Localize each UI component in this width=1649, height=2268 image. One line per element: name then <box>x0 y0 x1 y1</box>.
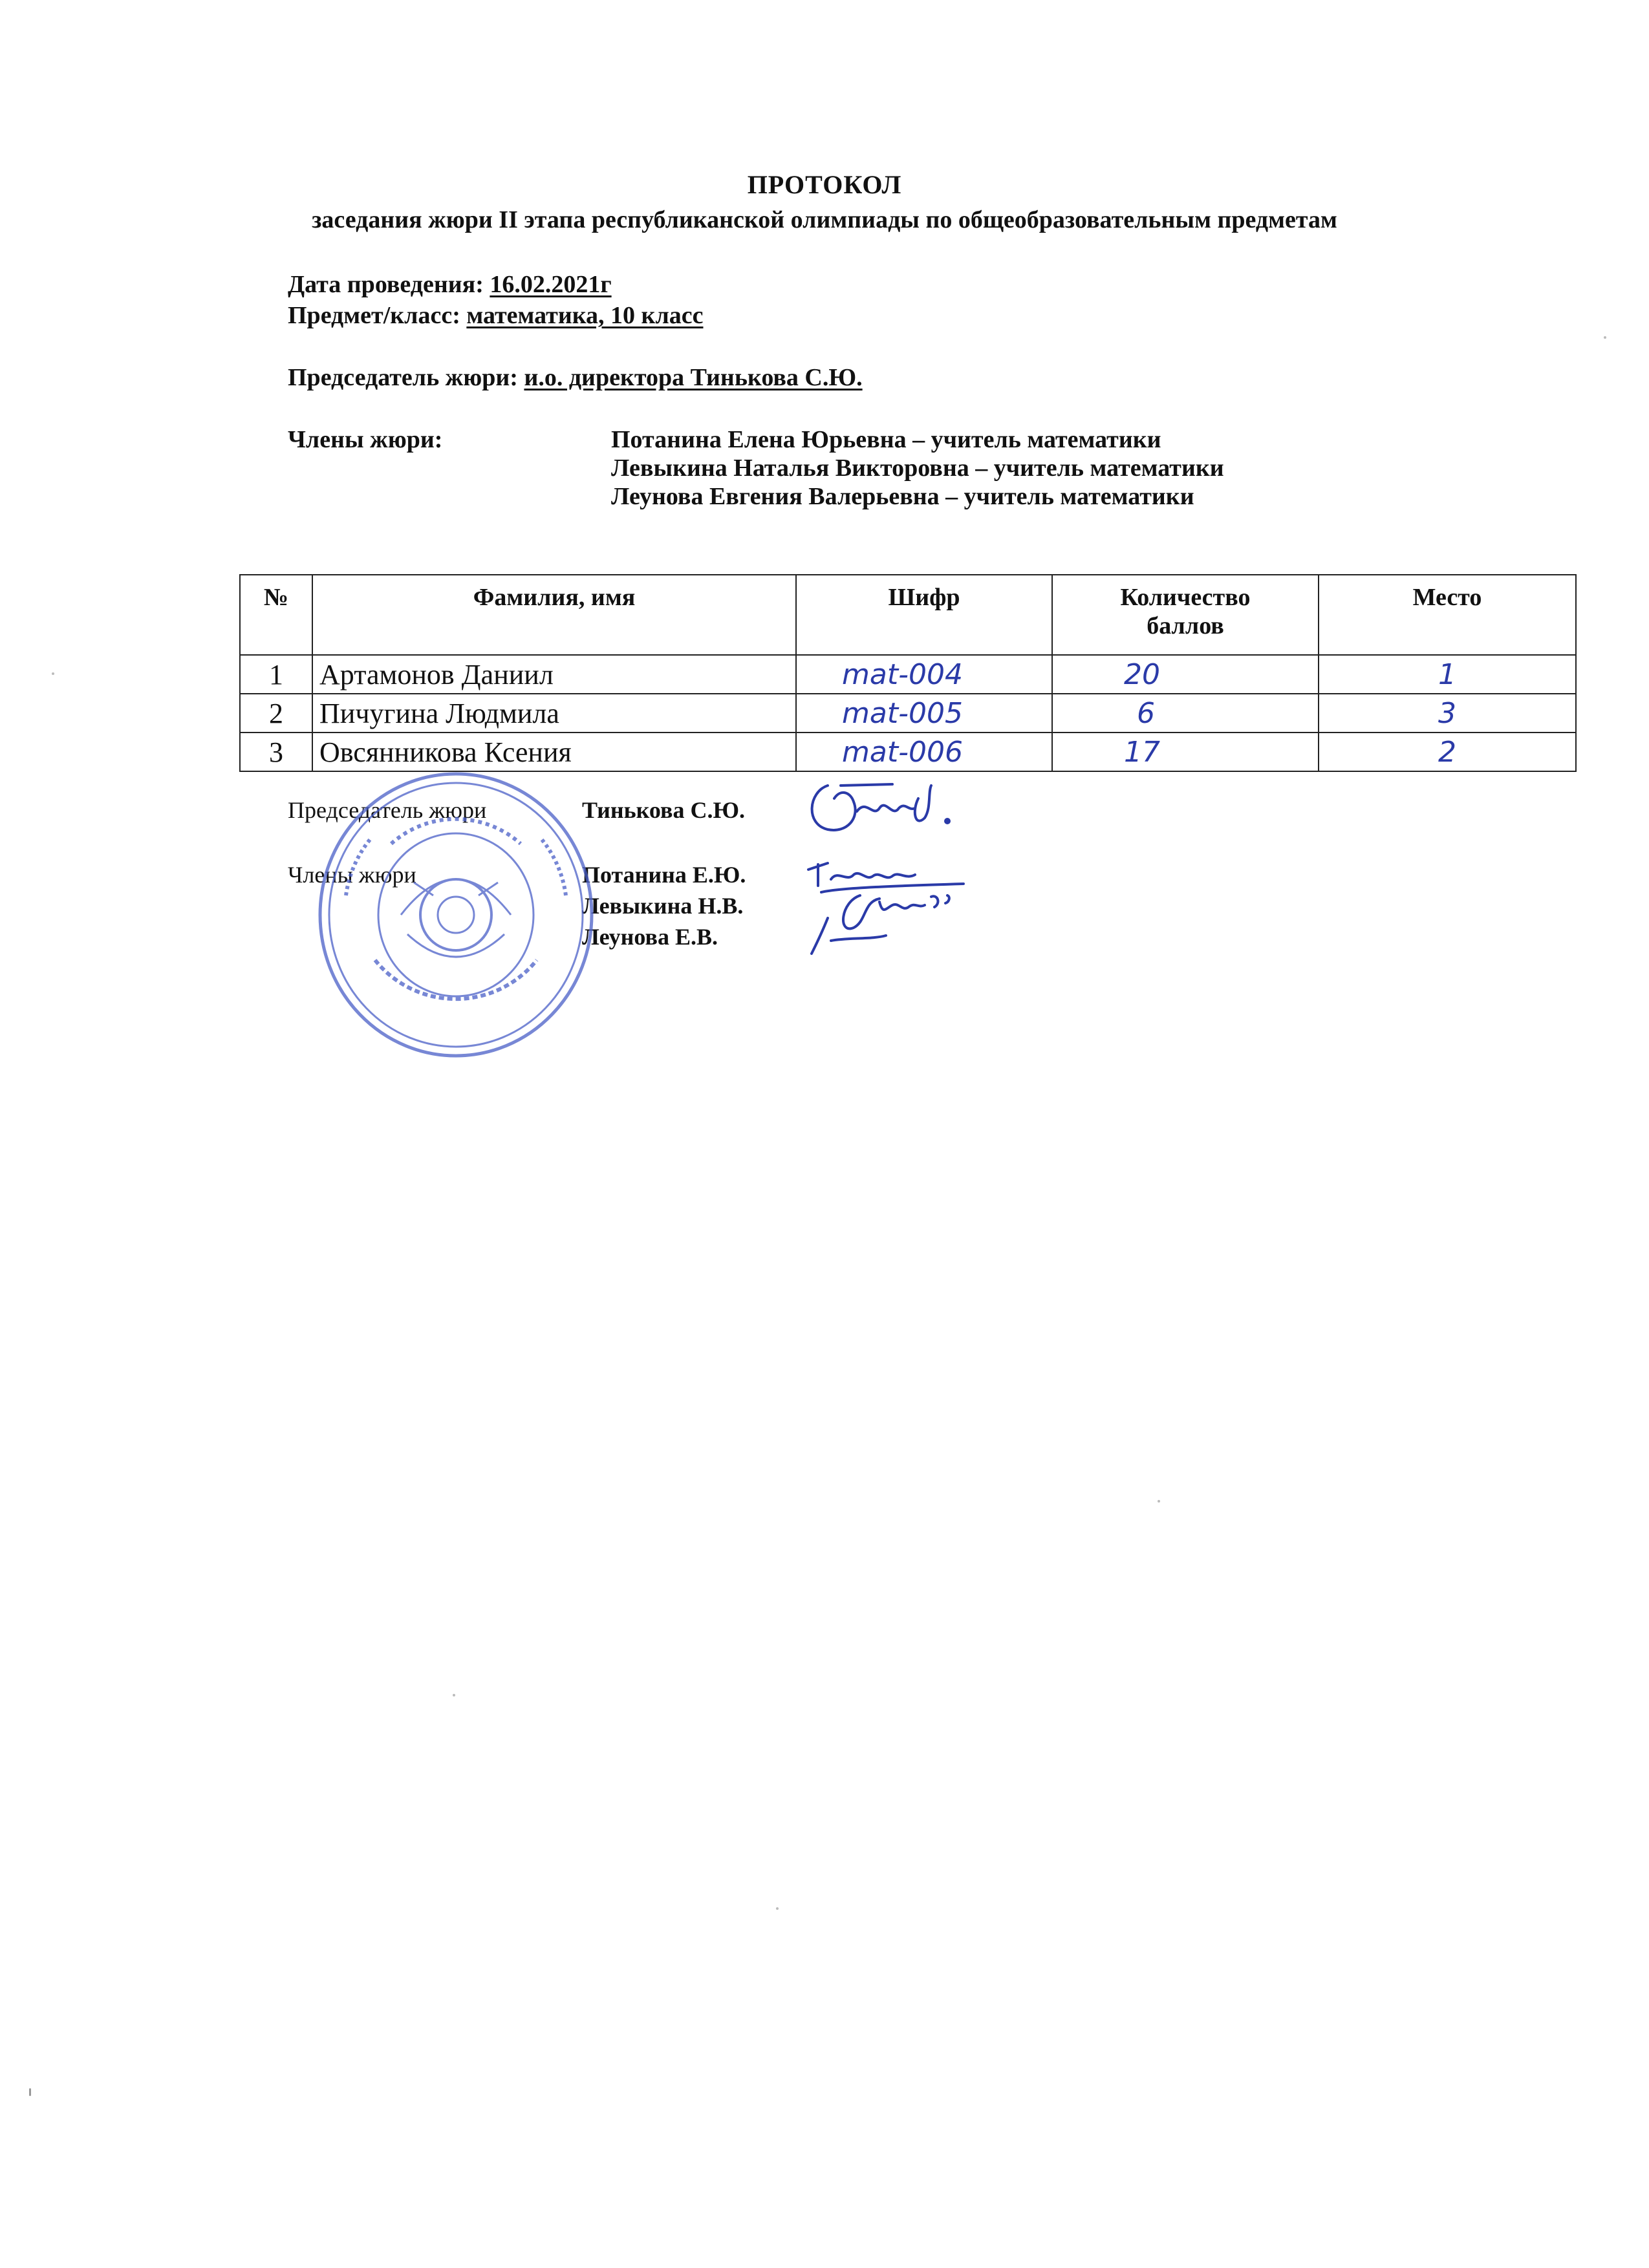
row-score: 20 <box>1052 655 1319 694</box>
row-code: mat-004 <box>796 655 1052 694</box>
header-code: Шифр <box>796 575 1052 655</box>
member-2: Левыкина Наталья Викторовна – учитель математики <box>611 455 1224 482</box>
chair-signature-icon <box>802 773 957 844</box>
table-header-row <box>240 575 1576 655</box>
row-place: 3 <box>1319 694 1576 733</box>
scan-speck <box>29 2088 31 2096</box>
sig-chair-name: Тинькова С.Ю. <box>582 797 745 823</box>
document-subtitle: заседания жюри II этапа республиканской олимпиады по общеобразовательным предметам <box>312 206 1337 233</box>
row-place: 1 <box>1319 655 1576 694</box>
header-place: Место <box>1319 575 1576 655</box>
sig-member-3: Леунова Е.В. <box>582 924 718 950</box>
members-signatures-icon <box>802 857 970 960</box>
official-stamp-icon <box>310 766 601 1064</box>
row-name: Артамонов Даниил <box>312 655 796 694</box>
subject-line <box>288 301 704 330</box>
table-row <box>240 733 1576 771</box>
results-table <box>239 574 1577 772</box>
member-1: Потанина Елена Юрьевна – учитель математики <box>611 426 1161 453</box>
sig-member-2: Левыкина Н.В. <box>582 893 744 919</box>
row-name: Пичугина Людмила <box>312 694 796 733</box>
member-3: Леунова Евгения Валерьевна – учитель математики <box>611 483 1194 510</box>
table-row <box>240 655 1576 694</box>
scan-speck <box>1604 336 1606 339</box>
scan-speck <box>453 1694 455 1696</box>
scan-speck <box>1158 1500 1160 1503</box>
sig-member-1: Потанина Е.Ю. <box>582 862 746 888</box>
scan-speck <box>52 672 54 675</box>
sig-members-label: Члены жюри <box>288 862 416 888</box>
sig-chair-label: Председатель жюри <box>288 797 487 823</box>
row-num: 1 <box>240 655 312 694</box>
row-place: 2 <box>1319 733 1576 771</box>
date-value: 16.02.2021г <box>490 271 612 298</box>
subject-value: математика, 10 класс <box>466 302 704 329</box>
row-name: Овсянникова Ксения <box>312 733 796 771</box>
chair-value: и.о. директора Тинькова С.Ю. <box>524 364 863 391</box>
header-num: № <box>240 575 312 655</box>
row-score: 6 <box>1052 694 1319 733</box>
members-list <box>611 425 1224 511</box>
row-num: 2 <box>240 694 312 733</box>
row-score: 17 <box>1052 733 1319 771</box>
header-name: Фамилия, имя <box>312 575 796 655</box>
date-label: Дата проведения: <box>288 271 490 298</box>
members-label: Члены жюри: <box>288 426 443 453</box>
row-code: mat-005 <box>796 694 1052 733</box>
date-line <box>288 270 612 299</box>
document-title: ПРОТОКОЛ <box>747 170 902 199</box>
row-code: mat-006 <box>796 733 1052 771</box>
chair-line <box>288 363 863 392</box>
subject-label: Предмет/класс: <box>288 302 467 329</box>
chair-label: Председатель жюри: <box>288 364 524 391</box>
scan-speck <box>776 1907 779 1910</box>
header-score: Количество баллов <box>1052 575 1319 655</box>
table-row <box>240 694 1576 733</box>
row-num: 3 <box>240 733 312 771</box>
